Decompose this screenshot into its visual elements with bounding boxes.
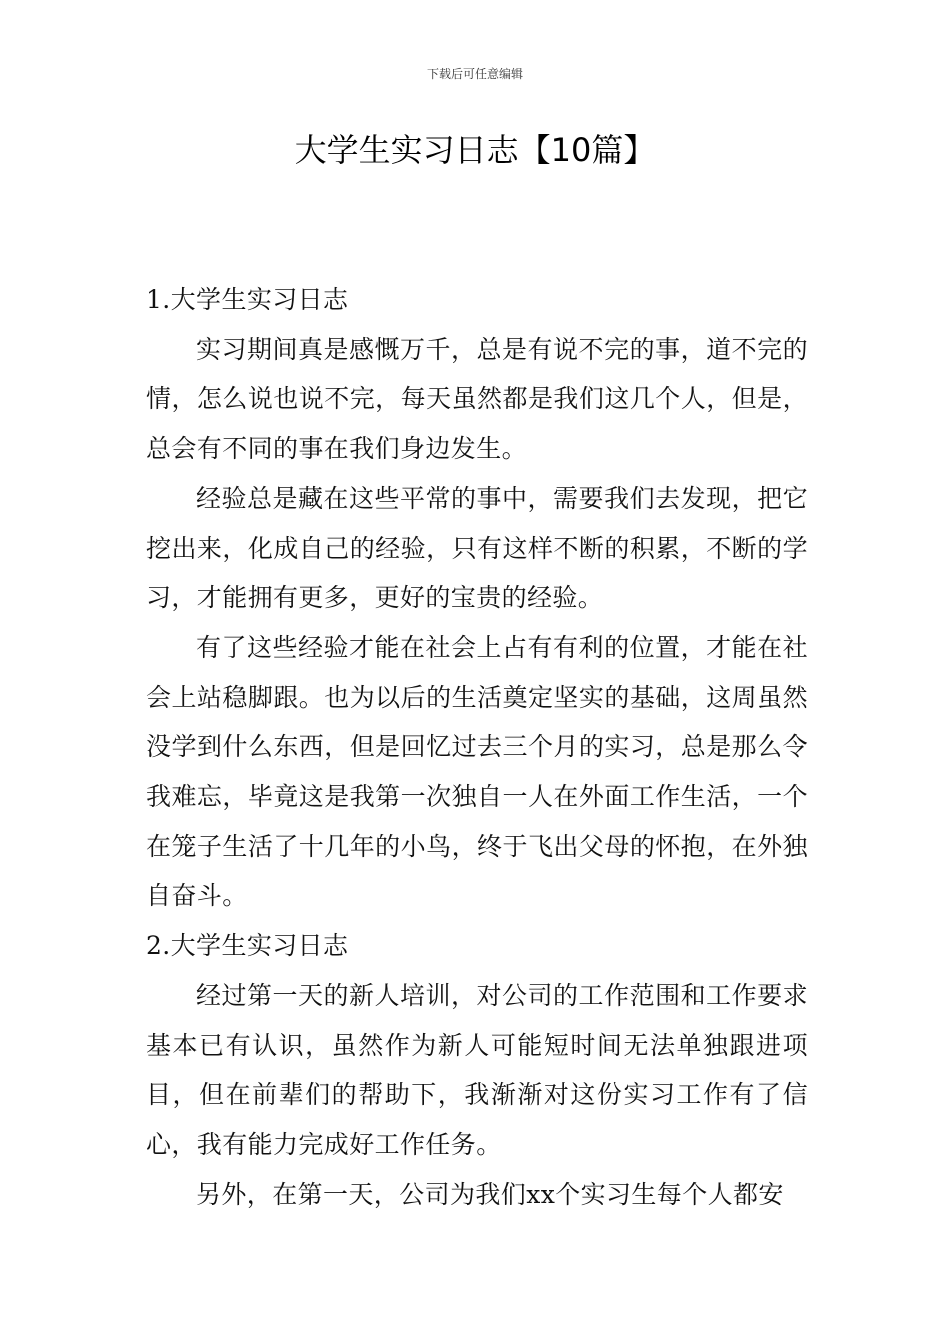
- paragraph: 有了这些经验才能在社会上占有有利的位置，才能在社会上站稳脚跟。也为以后的生活奠定坚实的基础，这周虽然没学到什么东西，但是回忆过去三个月的实习，总是那么令我难忘，毕竟这是我第一次独自一人在外面工作生活，一个在笼子生活了十几年的小鸟，终于飞出父母的怀抱，在外独自奋斗。: [146, 632, 808, 911]
- section-heading: 2.大学生实习日志: [146, 931, 349, 961]
- section-2: [146, 921, 808, 1219]
- header-note: 下载后可任意编辑: [426, 67, 523, 81]
- paragraph: 经过第一天的新人培训，对公司的工作范围和工作要求基本已有认识，虽然作为新人可能短时间无法单独跟进项目，但在前辈们的帮助下，我渐渐对这份实习工作有了信心，我有能力完成好工作任务。: [146, 980, 808, 1159]
- section-heading: 1.大学生实习日志: [146, 285, 349, 314]
- paragraph: 另外，在第一天，公司为我们xx个实习生每个人都安: [196, 1179, 784, 1209]
- paragraph: 实习期间真是感慨万千，总是有说不完的事，道不完的情，怎么说也说不完，每天虽然都是我们这几个人，但是，总会有不同的事在我们身边发生。: [146, 334, 808, 464]
- section-1: [146, 275, 808, 921]
- document-body: [146, 275, 808, 1219]
- paragraph: 经验总是藏在这些平常的事中，需要我们去发现，把它挖出来，化成自己的经验，只有这样不断的积累，不断的学习，才能拥有更多，更好的宝贵的经验。: [146, 483, 808, 613]
- document-title: 大学生实习日志【10篇】: [294, 131, 656, 169]
